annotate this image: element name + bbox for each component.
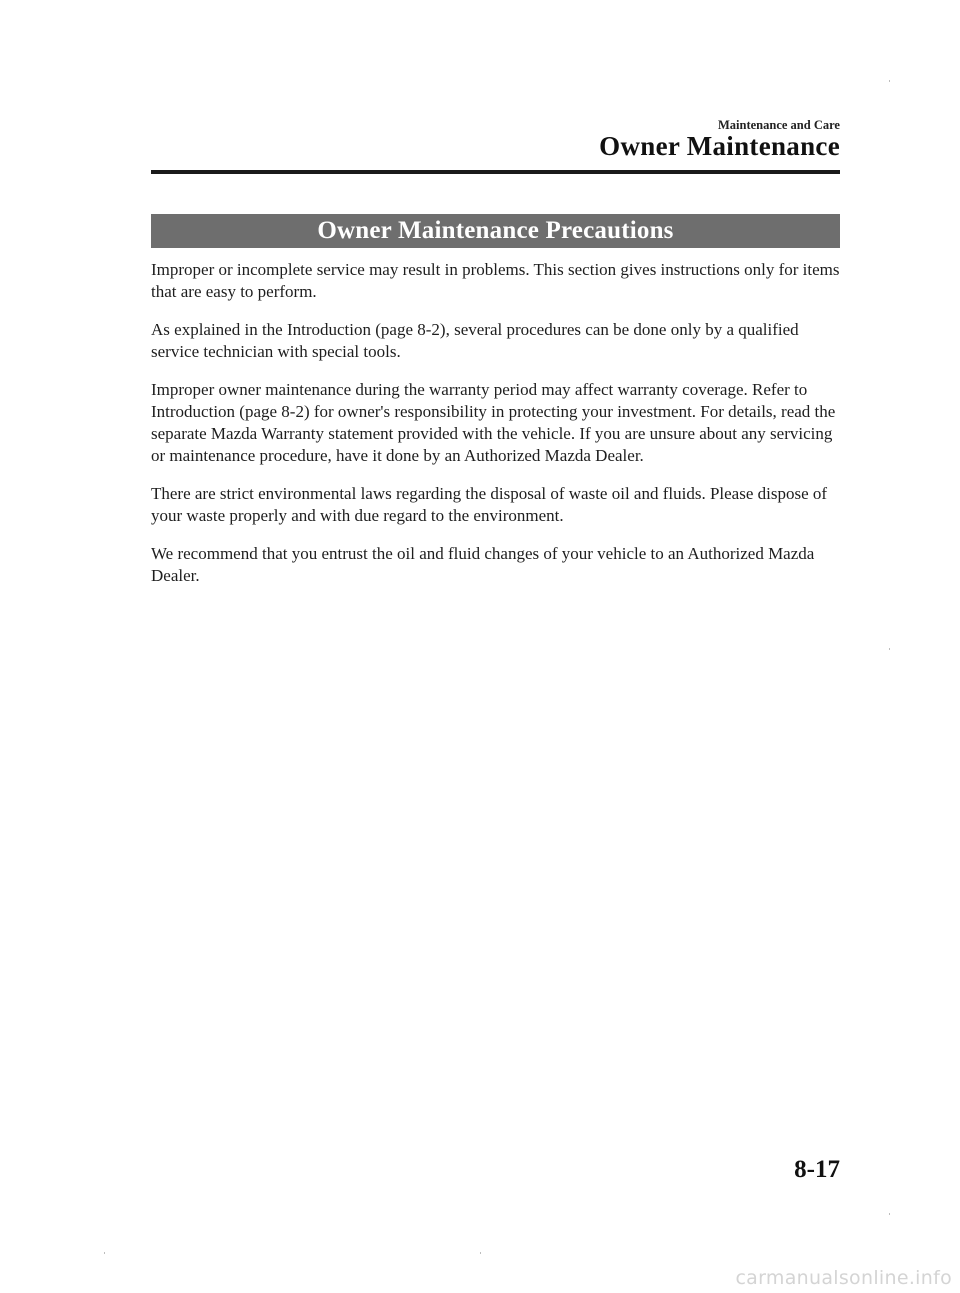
crop-mark	[480, 1252, 481, 1254]
paragraph: As explained in the Introduction (page 8-2), several procedures can be done only by a qualified service technician with special tools.	[151, 320, 799, 361]
crop-mark	[104, 1252, 105, 1254]
crop-mark	[889, 648, 890, 650]
paragraph: There are strict environmental laws regarding the disposal of waste oil and fluids. Please dispose of your waste properly and with due regard to the environment.	[151, 484, 828, 525]
paragraph: We recommend that you entrust the oil and fluid changes of your vehicle to an Authorized Mazda Dealer.	[151, 544, 815, 585]
crop-mark	[889, 1213, 890, 1215]
crop-mark	[889, 80, 890, 82]
paragraph: Improper owner maintenance during the warranty period may affect warranty coverage. Refer to Introduction (page 8-2) for owner's responsibility in protecting your investment. For details, read the separate Mazda Warranty statement provided with the vehicle. If you are unsure about any servicing or maintenance procedure, have it done by an Authorized Mazda Dealer.	[151, 380, 836, 465]
watermark: carmanualsonline.info	[735, 1267, 952, 1289]
chapter-title: Owner Maintenance	[599, 131, 840, 161]
paragraph: Improper or incomplete service may result in problems. This section gives instructions only for items that are easy to perform.	[151, 260, 840, 301]
section-banner: Owner Maintenance Precautions	[151, 214, 840, 248]
body-text	[151, 259, 843, 603]
header-divider	[151, 170, 840, 174]
page-number: 8-17	[794, 1156, 840, 1183]
section-label: Maintenance and Care	[718, 118, 840, 132]
